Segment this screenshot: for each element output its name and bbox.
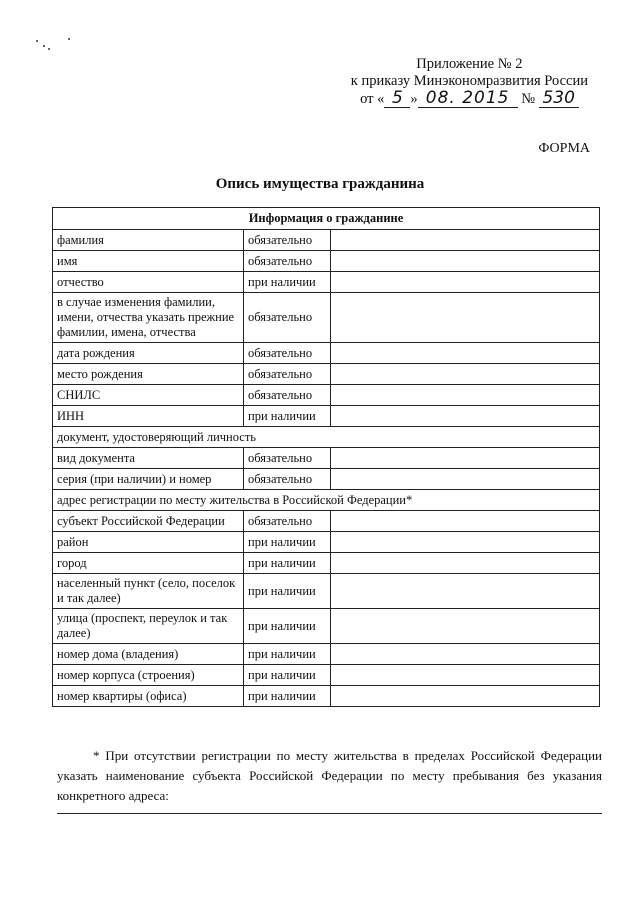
date-prefix: от « — [360, 91, 385, 107]
field-value-cell[interactable] — [331, 686, 600, 707]
field-requirement: обязательно — [244, 469, 331, 490]
field-requirement: при наличии — [244, 406, 331, 427]
section-header: Информация о гражданине — [53, 208, 600, 230]
field-label: в случае изменения фамилии, имени, отчества указать прежние фамилии, имена, отчества — [53, 293, 244, 343]
field-value-cell[interactable] — [331, 448, 600, 469]
document-title: Опись имущества гражданина — [215, 176, 425, 192]
field-requirement: обязательно — [244, 293, 331, 343]
handwritten-date: 08. 2015 — [418, 90, 518, 108]
addr-rows — [53, 511, 600, 707]
field-label: номер дома (владения) — [53, 644, 244, 665]
field-requirement: при наличии — [244, 686, 331, 707]
field-requirement: при наличии — [244, 532, 331, 553]
citizen-info-table — [52, 207, 600, 707]
field-requirement: при наличии — [244, 272, 331, 293]
field-label: отчество — [53, 272, 244, 293]
field-requirement: обязательно — [244, 343, 331, 364]
field-value-cell[interactable] — [331, 251, 600, 272]
field-label: ИНН — [53, 406, 244, 427]
field-requirement: при наличии — [244, 644, 331, 665]
field-value-cell[interactable] — [331, 293, 600, 343]
field-value-cell[interactable] — [331, 644, 600, 665]
table-row — [53, 574, 600, 609]
table-row — [53, 469, 600, 490]
field-value-cell[interactable] — [331, 553, 600, 574]
field-value-cell[interactable] — [331, 343, 600, 364]
addr-section-label: адрес регистрации по месту жительства в Российской Федерации* — [53, 490, 600, 511]
main-rows — [53, 230, 600, 427]
field-requirement: при наличии — [244, 553, 331, 574]
field-requirement: обязательно — [244, 385, 331, 406]
table-row — [53, 665, 600, 686]
order-reference: к приказу Минэкономразвития России — [350, 73, 588, 89]
order-date-line — [351, 90, 588, 108]
footnote-text: * При отсутствии регистрации по месту жительства в пределах Российской Федерации указать наименование субъекта Российской Федерации по месту пребывания без указания конкретного адреса: — [57, 748, 602, 803]
table-row — [53, 553, 600, 574]
table-row — [53, 406, 600, 427]
field-label: вид документа — [53, 448, 244, 469]
field-label: дата рождения — [53, 343, 244, 364]
table-row — [53, 385, 600, 406]
field-value-cell[interactable] — [331, 469, 600, 490]
field-requirement: при наличии — [244, 665, 331, 686]
field-label: номер корпуса (строения) — [53, 665, 244, 686]
field-label: субъект Российской Федерации — [53, 511, 244, 532]
field-requirement: обязательно — [244, 364, 331, 385]
field-label: район — [53, 532, 244, 553]
number-sign: № — [521, 91, 536, 107]
scan-specks — [34, 36, 74, 56]
doc-section-label: документ, удостоверяющий личность — [53, 427, 600, 448]
addr-section-row — [53, 490, 600, 511]
field-value-cell[interactable] — [331, 385, 600, 406]
field-value-cell[interactable] — [331, 574, 600, 609]
field-value-cell[interactable] — [331, 406, 600, 427]
field-label: имя — [53, 251, 244, 272]
table-row — [53, 609, 600, 644]
field-value-cell[interactable] — [331, 230, 600, 251]
field-value-cell[interactable] — [331, 511, 600, 532]
field-requirement: при наличии — [244, 609, 331, 644]
table-row — [53, 293, 600, 343]
date-close-quote: » — [410, 91, 418, 107]
field-requirement: при наличии — [244, 574, 331, 609]
field-requirement: обязательно — [244, 448, 331, 469]
table-header-row — [53, 208, 600, 230]
handwritten-day: 5 — [384, 90, 410, 108]
appendix-number: Приложение № 2 — [416, 56, 523, 72]
field-label: СНИЛС — [53, 385, 244, 406]
field-label: номер квартиры (офиса) — [53, 686, 244, 707]
table-row — [53, 448, 600, 469]
table-row — [53, 364, 600, 385]
field-requirement: обязательно — [244, 511, 331, 532]
address-fill-line — [57, 813, 602, 814]
field-label: место рождения — [53, 364, 244, 385]
field-value-cell[interactable] — [331, 364, 600, 385]
field-label: фамилия — [53, 230, 244, 251]
table-row — [53, 343, 600, 364]
table-row — [53, 251, 600, 272]
table-row — [53, 686, 600, 707]
table-row — [53, 644, 600, 665]
doc-section-row — [53, 427, 600, 448]
field-label: серия (при наличии) и номер — [53, 469, 244, 490]
table-row — [53, 532, 600, 553]
field-value-cell[interactable] — [331, 665, 600, 686]
field-label: улица (проспект, переулок и так далее) — [53, 609, 244, 644]
form-label: ФОРМА — [538, 141, 590, 156]
handwritten-order-number: 530 — [539, 90, 579, 108]
field-value-cell[interactable] — [331, 272, 600, 293]
table-row — [53, 511, 600, 532]
table-row — [53, 272, 600, 293]
field-label: населенный пункт (село, поселок и так далее) — [53, 574, 244, 609]
appendix-header — [351, 56, 588, 108]
field-label: город — [53, 553, 244, 574]
field-requirement: обязательно — [244, 251, 331, 272]
doc-rows — [53, 448, 600, 490]
field-requirement: обязательно — [244, 230, 331, 251]
table-row — [53, 230, 600, 251]
field-value-cell[interactable] — [331, 532, 600, 553]
field-value-cell[interactable] — [331, 609, 600, 644]
